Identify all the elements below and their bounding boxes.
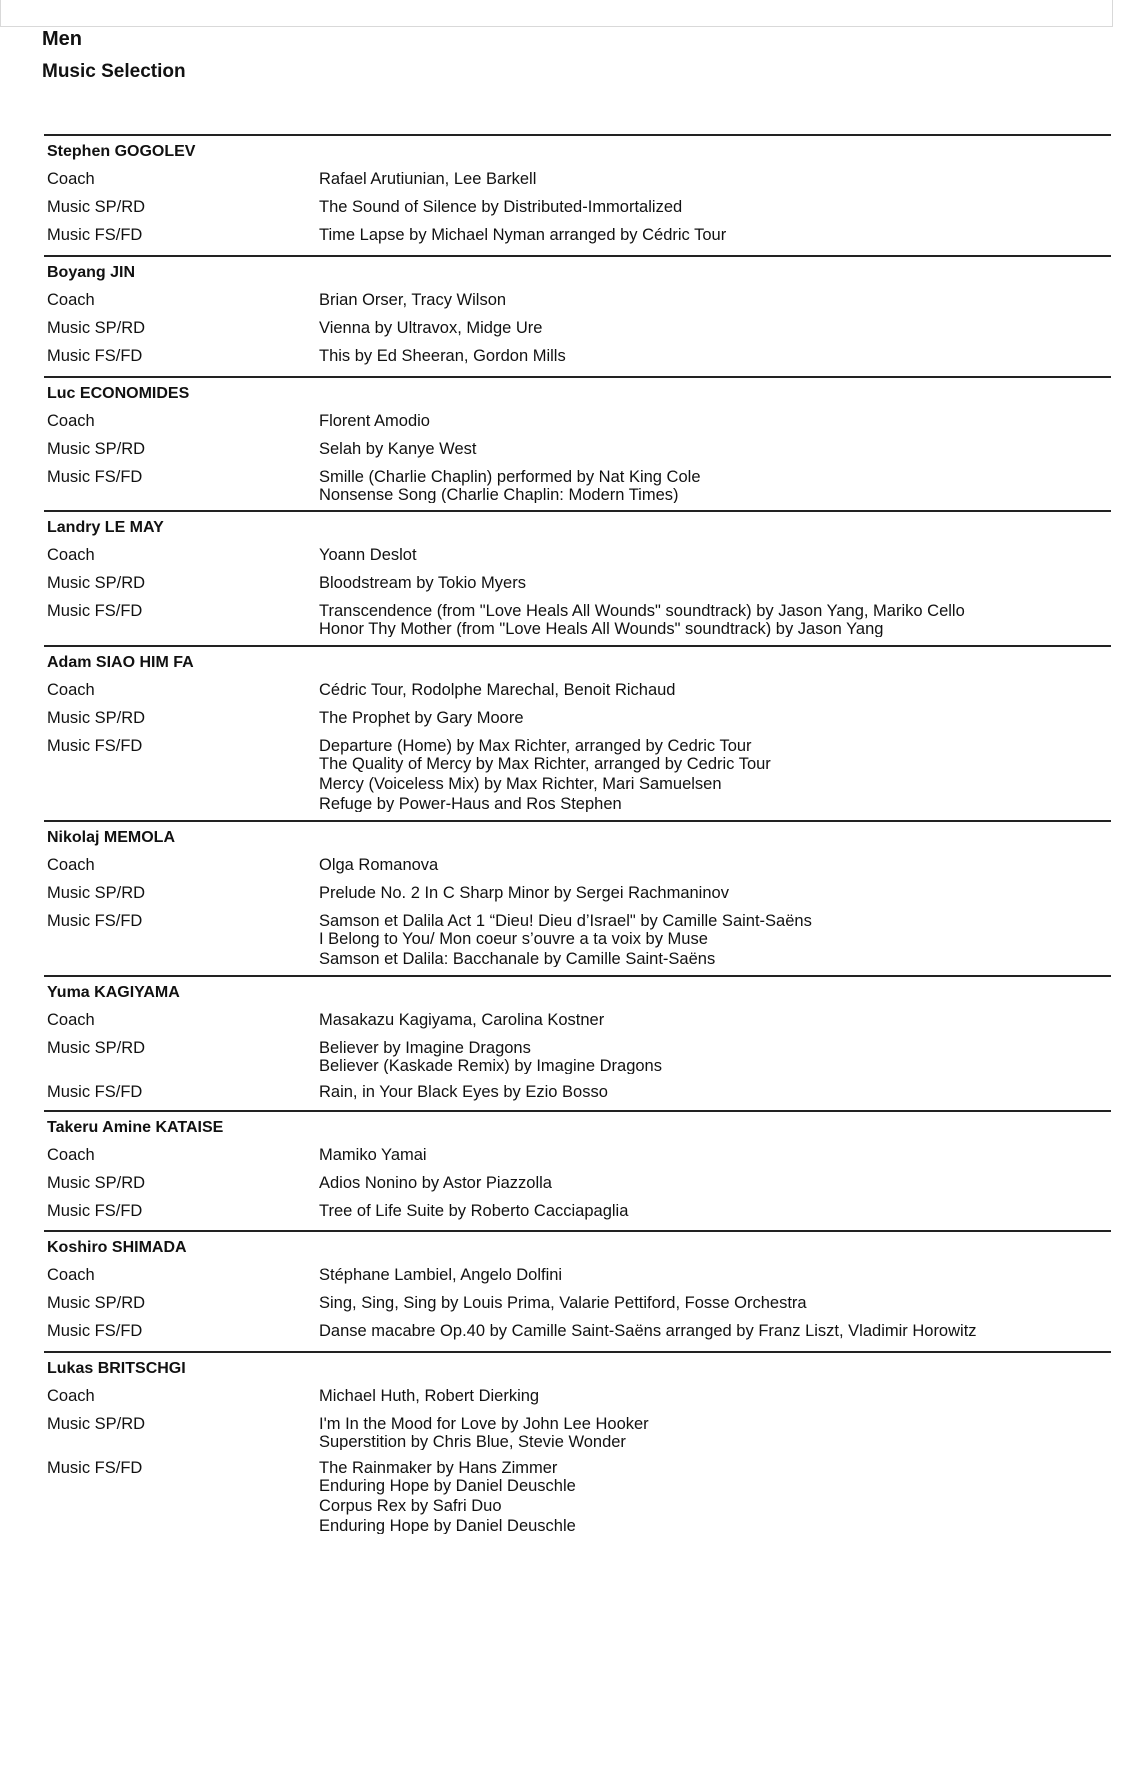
music-line: Enduring Hope by Daniel Deuschle [319, 1477, 576, 1495]
short-program-label: Music SP/RD [47, 1039, 146, 1057]
free-skate-label: Music FS/FD [47, 347, 143, 365]
music-line: Believer (Kaskade Remix) by Imagine Dragons [319, 1057, 662, 1074]
music-line: Samson et Dalila Act 1 “Dieu! Dieu d’Israel" by Camille Saint-Saëns [319, 912, 812, 930]
coach-row [47, 290, 1111, 310]
coach-row [47, 680, 1111, 700]
free-skate-label: Music FS/FD [47, 737, 143, 755]
short-program-music [319, 573, 526, 593]
free-skate-music [319, 1458, 576, 1534]
short-program-row [47, 1414, 1111, 1450]
coach-row [47, 1010, 1111, 1030]
short-program-label: Music SP/RD [47, 440, 146, 458]
short-program-label: Music SP/RD [47, 1174, 146, 1192]
music-line: Corpus Rex by Safri Duo [319, 1497, 502, 1515]
coach-values [319, 545, 417, 565]
short-program-row [47, 197, 1111, 217]
skater-name: Takeru Amine KATAISE [47, 1119, 224, 1136]
free-skate-music [319, 601, 965, 637]
coach-label: Coach [47, 1011, 95, 1029]
music-line: The Rainmaker by Hans Zimmer [319, 1459, 558, 1477]
coach-values [319, 1145, 427, 1165]
free-skate-row [47, 467, 1111, 503]
short-program-row [47, 1293, 1111, 1313]
music-line: Olga Romanova [319, 856, 439, 874]
free-skate-label: Music FS/FD [47, 602, 143, 620]
music-line: Tree of Life Suite by Roberto Cacciapaglia [319, 1202, 629, 1220]
short-program-music [319, 1173, 552, 1193]
music-line: Vienna by Ultravox, Midge Ure [319, 319, 543, 337]
music-line: Mercy (Voiceless Mix) by Max Richter, Mari Samuelsen [319, 775, 722, 793]
skater-entry [44, 134, 1111, 245]
music-line: Selah by Kanye West [319, 440, 477, 458]
coach-label: Coach [47, 412, 95, 430]
coach-values [319, 1010, 604, 1030]
free-skate-row [47, 225, 1111, 245]
music-line: Time Lapse by Michael Nyman arranged by Cédric Tour [319, 226, 727, 244]
music-line: Smille (Charlie Chaplin) performed by Nat King Cole [319, 468, 701, 486]
coach-values [319, 290, 506, 310]
music-line: Cédric Tour, Rodolphe Marechal, Benoit Richaud [319, 681, 676, 699]
music-line: Departure (Home) by Max Richter, arranged by Cedric Tour [319, 737, 752, 755]
music-line: Danse macabre Op.40 by Camille Saint-Saëns arranged by Franz Liszt, Vladimir Horowitz [319, 1322, 977, 1340]
free-skate-row [47, 1082, 1111, 1102]
free-skate-label: Music FS/FD [47, 1459, 143, 1477]
music-line: Brian Orser, Tracy Wilson [319, 291, 507, 309]
music-line: Honor Thy Mother (from "Love Heals All Wounds" soundtrack) by Jason Yang [319, 620, 884, 637]
free-skate-row [47, 1321, 1111, 1341]
free-skate-row [47, 346, 1111, 366]
music-line: The Prophet by Gary Moore [319, 709, 524, 727]
music-line: Refuge by Power-Haus and Ros Stephen [319, 795, 622, 812]
music-line: Rain, in Your Black Eyes by Ezio Bosso [319, 1083, 608, 1101]
music-line: Mamiko Yamai [319, 1146, 427, 1164]
short-program-music [319, 883, 729, 903]
music-line: Samson et Dalila: Bacchanale by Camille Saint-Saëns [319, 950, 716, 967]
coach-label: Coach [47, 1146, 95, 1164]
music-line: Florent Amodio [319, 412, 430, 430]
skater-name: Luc ECONOMIDES [47, 385, 190, 402]
music-line: Believer by Imagine Dragons [319, 1039, 531, 1057]
skater-name: Yuma KAGIYAMA [47, 984, 180, 1001]
short-program-row [47, 1038, 1111, 1074]
short-program-label: Music SP/RD [47, 319, 146, 337]
coach-row [47, 1145, 1111, 1165]
short-program-label: Music SP/RD [47, 709, 146, 727]
short-program-label: Music SP/RD [47, 884, 146, 902]
skater-entry [44, 975, 1111, 1102]
coach-row [47, 855, 1111, 875]
skater-name: Lukas BRITSCHGI [47, 1360, 186, 1377]
coach-label: Coach [47, 1387, 95, 1405]
music-line: Bloodstream by Tokio Myers [319, 574, 526, 592]
short-program-row [47, 708, 1111, 728]
music-line: The Sound of Silence by Distributed-Immortalized [319, 198, 683, 216]
free-skate-label: Music FS/FD [47, 1202, 143, 1220]
coach-values [319, 411, 430, 431]
short-program-label: Music SP/RD [47, 574, 146, 592]
skater-entry [44, 376, 1111, 503]
skater-name: Landry LE MAY [47, 519, 164, 536]
coach-values [319, 1265, 562, 1285]
free-skate-label: Music FS/FD [47, 1083, 143, 1101]
skater-entry [44, 820, 1111, 967]
coach-values [319, 680, 675, 700]
short-program-music [319, 1293, 807, 1313]
coach-row [47, 1265, 1111, 1285]
music-line: Rafael Arutiunian, Lee Barkell [319, 170, 537, 188]
skater-entry [44, 1351, 1111, 1534]
skater-entry [44, 255, 1111, 366]
skater-name: Stephen GOGOLEV [47, 143, 196, 160]
free-skate-label: Music FS/FD [47, 226, 143, 244]
coach-row [47, 169, 1111, 189]
free-skate-label: Music FS/FD [47, 1322, 143, 1340]
music-line: Prelude No. 2 In C Sharp Minor by Sergei Rachmaninov [319, 884, 729, 902]
music-line: I Belong to You/ Mon coeur s’ouvre a ta voix by Muse [319, 930, 708, 948]
music-line: Transcendence (from "Love Heals All Wounds" soundtrack) by Jason Yang, Mariko Cello [319, 602, 965, 620]
music-line: I'm In the Mood for Love by John Lee Hooker [319, 1415, 649, 1433]
short-program-row [47, 439, 1111, 459]
free-skate-music [319, 736, 771, 812]
short-program-label: Music SP/RD [47, 1294, 146, 1312]
skater-entry [44, 645, 1111, 812]
free-skate-music [319, 911, 812, 967]
free-skate-row [47, 736, 1111, 812]
skater-name: Boyang JIN [47, 264, 136, 281]
free-skate-music [319, 467, 701, 503]
coach-values [319, 169, 536, 189]
music-line: Nonsense Song (Charlie Chaplin: Modern Times) [319, 486, 679, 503]
music-line: Michael Huth, Robert Dierking [319, 1387, 540, 1405]
skater-name: Adam SIAO HIM FA [47, 654, 194, 671]
short-program-music [319, 439, 476, 459]
free-skate-row [47, 911, 1111, 967]
short-program-music [319, 318, 542, 338]
coach-label: Coach [47, 681, 95, 699]
free-skate-label: Music FS/FD [47, 468, 143, 486]
short-program-row [47, 573, 1111, 593]
skater-name: Nikolaj MEMOLA [47, 829, 176, 846]
coach-row [47, 1386, 1111, 1406]
coach-row [47, 411, 1111, 431]
short-program-music [319, 1414, 649, 1450]
short-program-label: Music SP/RD [47, 1415, 146, 1433]
short-program-row [47, 1173, 1111, 1193]
free-skate-label: Music FS/FD [47, 912, 143, 930]
free-skate-row [47, 1201, 1111, 1221]
music-line: Yoann Deslot [319, 546, 417, 564]
coach-label: Coach [47, 170, 95, 188]
skater-name: Koshiro SHIMADA [47, 1239, 187, 1256]
page-subtitle: Music Selection [42, 61, 186, 82]
coach-label: Coach [47, 291, 95, 309]
skater-entry [44, 1230, 1111, 1341]
music-line: Superstition by Chris Blue, Stevie Wonder [319, 1433, 626, 1450]
skater-entry [44, 1110, 1111, 1221]
coach-values [319, 1386, 539, 1406]
coach-label: Coach [47, 856, 95, 874]
short-program-music [319, 1038, 662, 1074]
skater-entry [44, 510, 1111, 637]
music-line: Masakazu Kagiyama, Carolina Kostner [319, 1011, 605, 1029]
short-program-music [319, 708, 524, 728]
music-line: This by Ed Sheeran, Gordon Mills [319, 347, 566, 365]
short-program-label: Music SP/RD [47, 198, 146, 216]
short-program-row [47, 883, 1111, 903]
short-program-row [47, 318, 1111, 338]
free-skate-music [319, 1321, 977, 1341]
coach-label: Coach [47, 1266, 95, 1284]
page-title: Men [42, 28, 82, 50]
coach-row [47, 545, 1111, 565]
free-skate-row [47, 1458, 1111, 1534]
free-skate-music [319, 346, 566, 366]
coach-values [319, 855, 438, 875]
free-skate-music [319, 1082, 608, 1102]
free-skate-row [47, 601, 1111, 637]
music-line: Sing, Sing, Sing by Louis Prima, Valarie Pettiford, Fosse Orchestra [319, 1294, 807, 1312]
free-skate-music [319, 1201, 628, 1221]
coach-label: Coach [47, 546, 95, 564]
short-program-music [319, 197, 682, 217]
page-top-frame [0, 0, 1113, 27]
music-line: The Quality of Mercy by Max Richter, arranged by Cedric Tour [319, 755, 771, 773]
music-line: Stéphane Lambiel, Angelo Dolfini [319, 1266, 563, 1284]
music-line: Enduring Hope by Daniel Deuschle [319, 1517, 576, 1534]
music-line: Adios Nonino by Astor Piazzolla [319, 1174, 552, 1192]
free-skate-music [319, 225, 726, 245]
